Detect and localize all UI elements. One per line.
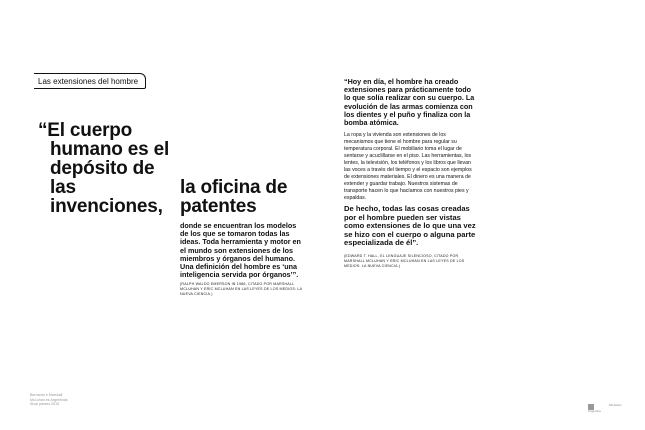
pull-quote-line: patentes	[180, 196, 257, 217]
footer-line: McLuhan es Argentinas	[30, 397, 68, 402]
pull-quote-line: “El cuerpo	[38, 120, 133, 141]
paragraph-hall-intro: “Hoy en día, el hombre ha creado extensiones para prácticamente todo lo que solía realizar con su cuerpo. La evolución de las armas comienza con los dientes y el puño y finaliza con la bomba atómica.	[344, 77, 475, 128]
citation-hall: (EDWARD T. HALL, EL LENGUAJE SILENCIOSO, CITADO POR MARSHALL MCLUHAN Y ERIC MCLUHAN EN LAS LEYES DE LOS MEDIOS: LA NUEVA CIENCIA.)	[344, 254, 465, 268]
sponsor-logo-1	[588, 404, 604, 412]
pull-quote-line: invenciones,	[50, 196, 163, 217]
sponsor-logo-text: Argentina	[588, 409, 601, 413]
sponsor-logo-2	[609, 404, 627, 412]
paragraph-hall-closing: De hecho, todas las cosas creadas por el hombre pueden ser vistas como extensiones de lo que una vez se hizo con el cuerpo o alguna parte especializada de él”.	[344, 204, 476, 248]
footer-line: Alvar paraex 2015	[30, 402, 60, 406]
citation-emerson: (RALPH WALDO EMERSON IN 1986, CITADO POR MARSHALL MCLUHAN Y ERIC MCLUHAN EN LAS LEYES DE LOS MEDIOS: LA NUEVA CIENCIA.)	[180, 282, 302, 296]
section-label: Las extensiones del hombre	[34, 73, 146, 89]
footer-line: Bernardo e Marshall	[30, 393, 63, 397]
pull-quote-line: humano es el	[50, 139, 170, 160]
pull-quote-left	[38, 121, 169, 216]
pull-quote-line: depósito de	[50, 158, 155, 179]
sponsor-logo-text: Ministerio	[609, 403, 622, 407]
paragraph-emerson: donde se encuentran los modelos de los que se tomaron todas las ideas. Toda herramienta y motor en el mundo son extensiones de los miembros y órganos del humano. Una definición del hombre es ‘una inteligencia servida por órganos’”.	[180, 221, 301, 280]
pull-quote-right	[180, 178, 287, 216]
footer-credits	[30, 393, 90, 407]
pull-quote-line: las	[50, 177, 76, 198]
pull-quote-line: la oficina de	[180, 177, 288, 198]
paragraph-hall-body: La ropa y la vivienda son extensiones de los mecanismos que tiene el hombre para regular su temperatura corporal. El mobiliario toma el lugar de sentarse y acuclillarse en el piso. Las herramientas, los lentes, la televisión, los teléfonos y los libros que llevan las voces a través del tiempo y el espacio son ejemplos de extensiones materiales. El dinero es una manera de extender y guardar trabajo. Nuestros sistemas de transporte hacen lo que hacíamos con nuestros pies y espaldas.	[344, 132, 472, 201]
